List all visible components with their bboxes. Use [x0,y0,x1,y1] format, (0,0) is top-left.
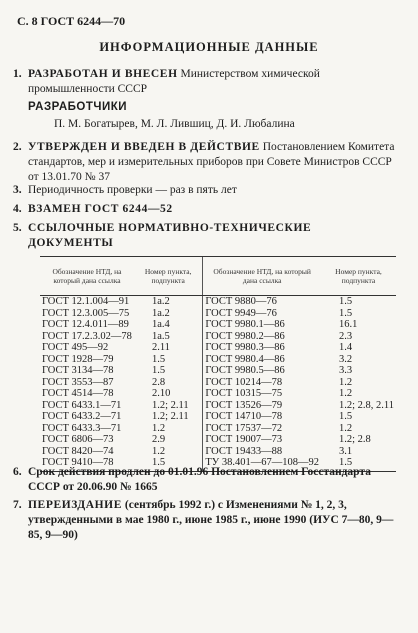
section-heading: УТВЕРЖДЕН И ВВЕДЕН В ДЕЙСТВИЕ [28,141,260,153]
page-title: ИНФОРМАЦИОННЫЕ ДАННЫЕ [99,40,319,54]
table-row [40,354,396,366]
table-cell: ГОСТ 17537—72 [203,423,321,435]
table-cell: ГОСТ 8420—74 [42,445,114,457]
table-cell: ГОСТ 3134—78 [42,365,114,376]
table-cell: 1.5 [134,457,203,471]
table-cell: ГОСТ 9980.1—86 [203,319,321,331]
table-cell: 2.3 [338,330,353,342]
table-cell: 2.9 [151,434,166,445]
page-header: С. 8 ГОСТ 6244—70 [17,14,126,28]
table-cell: 2.11 [151,342,170,353]
table-row [40,296,396,308]
table-cell: ГОСТ 10214—78 [203,377,321,389]
table-cell: 1.2 [338,376,353,388]
table-cell: ГОСТ 9980.4—86 [203,354,321,366]
table-cell: ГОСТ 13526—79 [203,400,321,412]
table-cell: 1.4 [338,342,353,353]
table-cell: ГОСТ 1928—79 [42,353,114,365]
table-cell: ГОСТ 9980.3—86 [203,342,321,354]
table-cell: 1.5 [151,365,166,376]
section-number: 1. [13,68,22,80]
table-cell: ГОСТ 19007—73 [203,434,321,446]
table-cell: 1.5 [321,457,396,471]
section-number: 2. [13,141,22,153]
section-number: 6. [13,466,22,478]
section-text: Срок действия продлен до 01.01.96 Постановлением Госстандарта СССР от 20.06.90 № 1665 [28,466,371,493]
table-cell: ГОСТ 17.2.3.02—78 [42,330,132,342]
table-cell: 1.2; 2.8 [338,434,371,445]
table-cell: ГОСТ 12.1.004—91 [42,296,130,307]
table-row [40,308,396,320]
table-cell: 1а.2 [151,307,170,319]
table-row [40,331,396,343]
table-body [40,296,396,472]
table-cell: ГОСТ 6433.1—71 [42,399,122,411]
table-cell: ГОСТ 14710—78 [203,411,321,423]
table-cell: 3.2 [338,353,353,365]
table-cell: 2.10 [151,388,171,399]
column-header: Номер пункта, подпункта [321,257,396,296]
table-cell: ГОСТ 19433—88 [203,446,321,458]
section-7 [13,498,396,543]
table-cell: 2.8 [151,376,166,388]
section-heading: ВЗАМЕН ГОСТ 6244—52 [28,203,173,215]
table-cell: ГОСТ 9980.5—86 [203,365,321,377]
section-number: 4. [13,203,22,215]
section-1 [13,67,396,97]
table-row [40,342,396,354]
table-cell: ГОСТ 6433.3—71 [42,422,122,434]
table-row [40,377,396,389]
column-header: Обозначение НТД, на который дана ссылка [40,257,134,296]
table-row [40,446,396,458]
table-cell: 1.5 [151,353,166,365]
section-heading: ПЕРЕИЗДАНИЕ [28,499,123,511]
table-row [40,411,396,423]
table-cell: 3.1 [338,445,353,457]
section-2 [13,140,396,185]
section-number: 7. [13,499,22,511]
table-cell: 1а.4 [151,319,170,330]
section-text: Периодичность проверки — раз в пять лет [28,184,237,196]
table-cell: 1.2; 2.11 [151,411,189,422]
table-cell: ГОСТ 12.4.011—89 [42,319,129,330]
table-cell: ТУ 38.401—67—108—92 [203,457,321,471]
table-cell: 1.2 [338,422,353,434]
table-cell: 3.3 [338,365,353,376]
table-cell: ГОСТ 6433.2—71 [42,411,122,422]
table-cell: ГОСТ 10315—75 [203,388,321,400]
table-cell: 1.2 [338,388,353,399]
table-cell: 1.5 [338,307,353,319]
developers-heading: РАЗРАБОТЧИКИ [28,101,127,113]
table-cell: 16.1 [338,319,358,330]
section-text: Постановлением Комитета стандартов, мер и измерительных приборов при Совете Министров СССР от 13.01.70 № 37 [28,141,395,183]
section-5 [13,221,396,251]
table-cell: ГОСТ 9410—78 [40,457,134,471]
table-cell: ГОСТ 4514—78 [42,388,114,399]
table-row [40,388,396,400]
table-header-row [40,257,396,296]
section-text: (сентябрь 1992 г.) с Изменениями № 1, 2, 3, утвержденными в мае 1980 г., июне 1985 г., июне 1990 (ИУС 7—80, 9—85, 9—90) [28,499,394,541]
table-cell: ГОСТ 9949—76 [203,308,321,320]
table-row [40,423,396,435]
developers-list: П. М. Богатырев, М. Л. Лившиц, Д. И. Любалина [54,118,295,130]
table-cell: ГОСТ 495—92 [42,342,109,353]
column-header: Номер пункта, подпункта [134,257,203,296]
references-table [40,256,396,472]
column-header: Обозначение НТД, на который дана ссылка [203,257,321,296]
table-cell: 1.2; 2.11 [151,399,189,411]
table-row [40,365,396,377]
section-3 [13,183,396,198]
section-6 [13,465,396,495]
table-cell: 1.2 [151,422,166,434]
table-cell: 1.5 [338,411,353,422]
table-cell: ГОСТ 12.3.005—75 [42,307,130,319]
section-number: 3. [13,184,22,196]
section-heading: ССЫЛОЧНЫЕ НОРМАТИВНО-ТЕХНИЧЕСКИЕ ДОКУМЕНТЫ [28,222,312,249]
table-row [40,319,396,331]
table-cell: 1.2; 2.8, 2.11 [338,399,394,411]
table-cell: 1а.2 [151,296,170,307]
section-4 [13,202,396,217]
section-heading: РАЗРАБОТАН И ВНЕСЕН [28,68,178,80]
table-cell: ГОСТ 9880—76 [203,296,321,308]
table-row [40,400,396,412]
section-number: 5. [13,222,22,234]
table-row [40,434,396,446]
table-cell: 1.5 [338,296,353,307]
table-cell: ГОСТ 6806—73 [42,434,114,445]
section-text: Министерством химической промышленности СССР [28,68,320,95]
table-cell: ГОСТ 3553—87 [42,376,114,388]
table-cell: 1.2 [151,445,166,457]
table-cell: 1а.5 [151,330,170,342]
table-cell: ГОСТ 9980.2—86 [203,331,321,343]
